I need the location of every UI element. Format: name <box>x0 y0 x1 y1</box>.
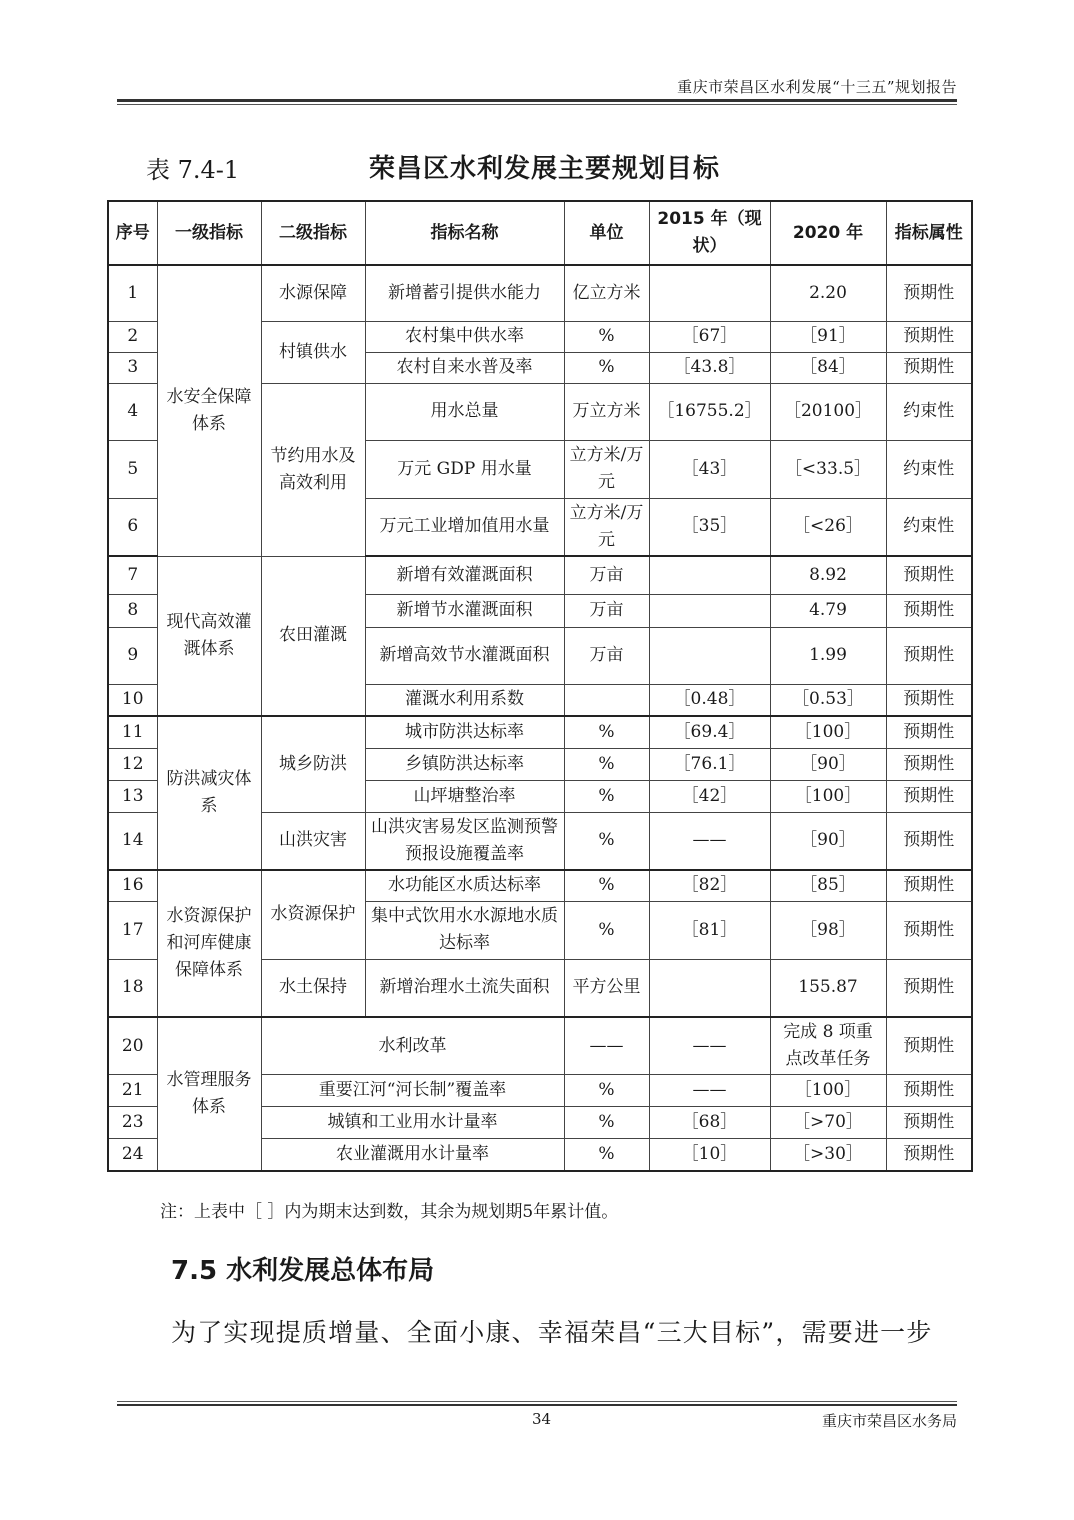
cell-name: 新增高效节水灌溉面积 <box>365 627 564 684</box>
cell-unit: % <box>564 1107 649 1139</box>
cell-unit: 万亩 <box>564 627 649 684</box>
cell-name: 万元工业增加值用水量 <box>365 498 564 556</box>
subgroup-cell: 节约用水及高效利用 <box>261 383 365 556</box>
cell-name: 新增治理水土流失面积 <box>365 959 564 1017</box>
table-row <box>108 870 972 901</box>
cell-attr: 约束性 <box>886 440 972 498</box>
cell-name: 城镇和工业用水计量率 <box>261 1107 564 1139</box>
cell-attr: 预期性 <box>886 812 972 870</box>
cell-name: 重要江河“河长制”覆盖率 <box>261 1075 564 1107</box>
cell-2015: ［0.48］ <box>649 684 770 716</box>
cell-attr: 预期性 <box>886 594 972 627</box>
cell-attr: 预期性 <box>886 959 972 1017</box>
cell-unit: % <box>564 352 649 383</box>
table-row <box>108 556 972 594</box>
cell-2015: ［67］ <box>649 321 770 352</box>
cell-attr: 预期性 <box>886 716 972 748</box>
footer-rule <box>117 1401 957 1402</box>
cell-unit <box>564 684 649 716</box>
cell-no: 1 <box>108 265 157 321</box>
cell-name: 水利改革 <box>261 1017 564 1075</box>
subgroup-cell: 农田灌溉 <box>261 556 365 716</box>
cell-2020: ［>30］ <box>770 1139 886 1171</box>
cell-2020: ［<33.5］ <box>770 440 886 498</box>
table-caption-number: 表 7.4-1 <box>146 156 240 184</box>
subgroup-cell: 水资源保护 <box>261 870 365 959</box>
col-header-level1: 一级指标 <box>157 201 261 265</box>
cell-2020: ［90］ <box>770 812 886 870</box>
subgroup-cell: 水土保持 <box>261 959 365 1017</box>
cell-2015: ［43.8］ <box>649 352 770 383</box>
cell-name: 山坪塘整治率 <box>365 780 564 812</box>
cell-attr: 预期性 <box>886 352 972 383</box>
cell-no: 2 <box>108 321 157 352</box>
cell-2015: ［10］ <box>649 1139 770 1171</box>
cell-name: 农村集中供水率 <box>365 321 564 352</box>
cell-2020: ［100］ <box>770 780 886 812</box>
cell-2020: ［>70］ <box>770 1107 886 1139</box>
cell-no: 24 <box>108 1139 157 1171</box>
col-header-attr: 指标属性 <box>886 201 972 265</box>
cell-2020: ［20100］ <box>770 383 886 440</box>
cell-2020: 1.99 <box>770 627 886 684</box>
cell-2015: —— <box>649 1017 770 1075</box>
planning-targets-table <box>107 200 973 1172</box>
cell-2020: ［0.53］ <box>770 684 886 716</box>
cell-no: 23 <box>108 1107 157 1139</box>
cell-2015: ［82］ <box>649 870 770 901</box>
cell-no: 10 <box>108 684 157 716</box>
cell-attr: 预期性 <box>886 1139 972 1171</box>
cell-name: 城市防洪达标率 <box>365 716 564 748</box>
cell-2015: ［35］ <box>649 498 770 556</box>
cell-attr: 预期性 <box>886 684 972 716</box>
cell-unit: 立方米/万元 <box>564 498 649 556</box>
cell-name: 山洪灾害易发区监测预警预报设施覆盖率 <box>365 812 564 870</box>
cell-2020: 2.20 <box>770 265 886 321</box>
cell-no: 21 <box>108 1075 157 1107</box>
table-caption-title: 荣昌区水利发展主要规划目标 <box>369 154 721 184</box>
table-row <box>108 716 972 748</box>
cell-2015 <box>649 556 770 594</box>
cell-no: 18 <box>108 959 157 1017</box>
col-header-level2: 二级指标 <box>261 201 365 265</box>
col-header-no: 序号 <box>108 201 157 265</box>
cell-no: 5 <box>108 440 157 498</box>
cell-2015: ［69.4］ <box>649 716 770 748</box>
cell-unit: —— <box>564 1017 649 1075</box>
cell-2020: 完成 8 项重点改革任务 <box>770 1017 886 1075</box>
cell-2015 <box>649 627 770 684</box>
group-cell: 水管理服务体系 <box>157 1017 261 1171</box>
group-cell: 现代高效灌溉体系 <box>157 556 261 716</box>
header-rule-thin <box>117 104 957 105</box>
cell-2020: ［98］ <box>770 901 886 959</box>
cell-2020: ［91］ <box>770 321 886 352</box>
page-header-title: 重庆市荣昌区水利发展“十三五”规划报告 <box>677 78 957 96</box>
cell-2015 <box>649 265 770 321</box>
cell-no: 13 <box>108 780 157 812</box>
cell-2015: ［16755.2］ <box>649 383 770 440</box>
footer-organization: 重庆市荣昌区水务局 <box>821 1412 957 1430</box>
table-row <box>108 1017 972 1075</box>
cell-no: 14 <box>108 812 157 870</box>
cell-no: 7 <box>108 556 157 594</box>
cell-name: 用水总量 <box>365 383 564 440</box>
cell-2020: 155.87 <box>770 959 886 1017</box>
cell-unit: % <box>564 1139 649 1171</box>
cell-unit: % <box>564 716 649 748</box>
cell-attr: 预期性 <box>886 780 972 812</box>
cell-name: 新增蓄引提供水能力 <box>365 265 564 321</box>
cell-2015: ［43］ <box>649 440 770 498</box>
subgroup-cell: 水源保障 <box>261 265 365 321</box>
cell-no: 6 <box>108 498 157 556</box>
cell-attr: 预期性 <box>886 1017 972 1075</box>
cell-no: 12 <box>108 748 157 780</box>
cell-attr: 预期性 <box>886 556 972 594</box>
table-note: 注：上表中［ ］内为期末达到数，其余为规划期5年累计值。 <box>160 1202 619 1222</box>
header-rule <box>117 99 957 102</box>
cell-unit: 亿立方米 <box>564 265 649 321</box>
cell-attr: 约束性 <box>886 383 972 440</box>
cell-attr: 预期性 <box>886 748 972 780</box>
cell-attr: 预期性 <box>886 1107 972 1139</box>
cell-attr: 预期性 <box>886 1075 972 1107</box>
cell-unit: % <box>564 321 649 352</box>
cell-2015: ［68］ <box>649 1107 770 1139</box>
col-header-name: 指标名称 <box>365 201 564 265</box>
cell-2020: 8.92 <box>770 556 886 594</box>
cell-2015: ［42］ <box>649 780 770 812</box>
cell-unit: % <box>564 1075 649 1107</box>
cell-unit: % <box>564 901 649 959</box>
cell-no: 17 <box>108 901 157 959</box>
cell-2020: ［90］ <box>770 748 886 780</box>
cell-name: 万元 GDP 用水量 <box>365 440 564 498</box>
cell-unit: % <box>564 780 649 812</box>
group-cell: 水安全保障体系 <box>157 265 261 556</box>
cell-no: 11 <box>108 716 157 748</box>
cell-2015: ［81］ <box>649 901 770 959</box>
cell-name: 农业灌溉用水计量率 <box>261 1139 564 1171</box>
cell-no: 8 <box>108 594 157 627</box>
cell-unit: 立方米/万元 <box>564 440 649 498</box>
cell-no: 16 <box>108 870 157 901</box>
cell-name: 乡镇防洪达标率 <box>365 748 564 780</box>
subgroup-cell: 城乡防洪 <box>261 716 365 812</box>
cell-unit: % <box>564 812 649 870</box>
cell-attr: 预期性 <box>886 870 972 901</box>
cell-2015: ［76.1］ <box>649 748 770 780</box>
table-row <box>108 265 972 321</box>
cell-2015: —— <box>649 1075 770 1107</box>
col-header-2020: 2020 年 <box>770 201 886 265</box>
col-header-unit: 单位 <box>564 201 649 265</box>
cell-2020: ［100］ <box>770 1075 886 1107</box>
cell-name: 农村自来水普及率 <box>365 352 564 383</box>
cell-unit: 万亩 <box>564 556 649 594</box>
cell-unit: % <box>564 748 649 780</box>
cell-attr: 预期性 <box>886 627 972 684</box>
cell-2020: 4.79 <box>770 594 886 627</box>
cell-2015 <box>649 594 770 627</box>
cell-name: 集中式饮用水水源地水质达标率 <box>365 901 564 959</box>
cell-attr: 预期性 <box>886 321 972 352</box>
cell-no: 20 <box>108 1017 157 1075</box>
subgroup-cell: 村镇供水 <box>261 321 365 383</box>
col-header-2015: 2015 年（现状） <box>649 201 770 265</box>
cell-2020: ［<26］ <box>770 498 886 556</box>
table-header-row <box>108 201 972 265</box>
cell-no: 9 <box>108 627 157 684</box>
cell-name: 新增节水灌溉面积 <box>365 594 564 627</box>
footer-rule-thick <box>117 1404 957 1406</box>
cell-attr: 预期性 <box>886 265 972 321</box>
cell-attr: 约束性 <box>886 498 972 556</box>
body-paragraph: 为了实现提质增量、全面小康、幸福荣昌“三大目标”，需要进一步 <box>171 1318 933 1347</box>
cell-name: 新增有效灌溉面积 <box>365 556 564 594</box>
cell-unit: 万立方米 <box>564 383 649 440</box>
cell-unit: 万亩 <box>564 594 649 627</box>
cell-no: 4 <box>108 383 157 440</box>
cell-name: 水功能区水质达标率 <box>365 870 564 901</box>
group-cell: 防洪减灾体系 <box>157 716 261 870</box>
cell-unit: % <box>564 870 649 901</box>
group-cell: 水资源保护和河库健康保障体系 <box>157 870 261 1017</box>
cell-attr: 预期性 <box>886 901 972 959</box>
section-heading: 7.5 水利发展总体布局 <box>171 1256 435 1286</box>
cell-no: 3 <box>108 352 157 383</box>
cell-2015: —— <box>649 812 770 870</box>
page-number: 34 <box>532 1410 552 1428</box>
cell-2020: ［84］ <box>770 352 886 383</box>
cell-2020: ［100］ <box>770 716 886 748</box>
cell-2015 <box>649 959 770 1017</box>
subgroup-cell: 山洪灾害 <box>261 812 365 870</box>
cell-unit: 平方公里 <box>564 959 649 1017</box>
cell-name: 灌溉水利用系数 <box>365 684 564 716</box>
cell-2020: ［85］ <box>770 870 886 901</box>
